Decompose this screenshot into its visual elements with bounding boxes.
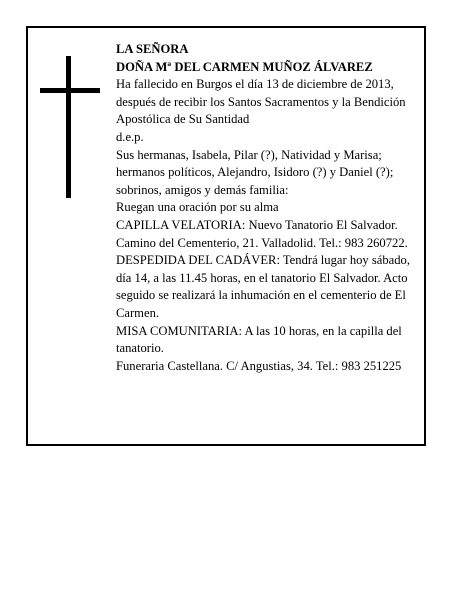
farewell-details: DESPEDIDA DEL CADÁVER: Tendrá lugar hoy sábado, día 14, a las 11.45 horas, en el tanatorio El Salvador. Acto seguido se realizará la inhumación en el cementerio de El Carmen.	[116, 253, 410, 320]
cross-horizontal-bar	[40, 88, 100, 93]
notice-text	[116, 41, 420, 375]
notice-title: LA SEÑORA	[116, 42, 189, 56]
funeral-chapel: CAPILLA VELATORIA: Nuevo Tanatorio El Salvador. Camino del Cementerio, 21. Valladolid. Tel.: 983 260722.	[116, 217, 408, 250]
rest-in-peace: d.e.p.	[116, 129, 144, 144]
community-mass: MISA COMUNITARIA: A las 10 horas, en la capilla del tanatorio.	[116, 323, 402, 356]
family-list: Sus hermanas, Isabela, Pilar (?), Natividad y Marisa; hermanos políticos, Alejandro, Isidoro (?) y Daniel (?); sobrinos, amigos y demás familia:	[116, 147, 394, 197]
cross-vertical-bar	[66, 56, 71, 198]
death-announcement: Ha fallecido en Burgos el día 13 de diciembre de 2013, después de recibir los Santos Sacramentos y la Bendición Apostólica de Su Santidad	[116, 77, 406, 127]
prayer-request: Ruegan una oración por su alma	[116, 200, 279, 215]
deceased-name: DOÑA Mª DEL CARMEN MUÑOZ ÁLVAREZ	[116, 59, 373, 74]
funeral-home: Funeraria Castellana. C/ Angustias, 34. Tel.: 983 251225	[116, 358, 402, 373]
cross-icon	[40, 56, 100, 198]
obituary-notice	[26, 26, 426, 446]
